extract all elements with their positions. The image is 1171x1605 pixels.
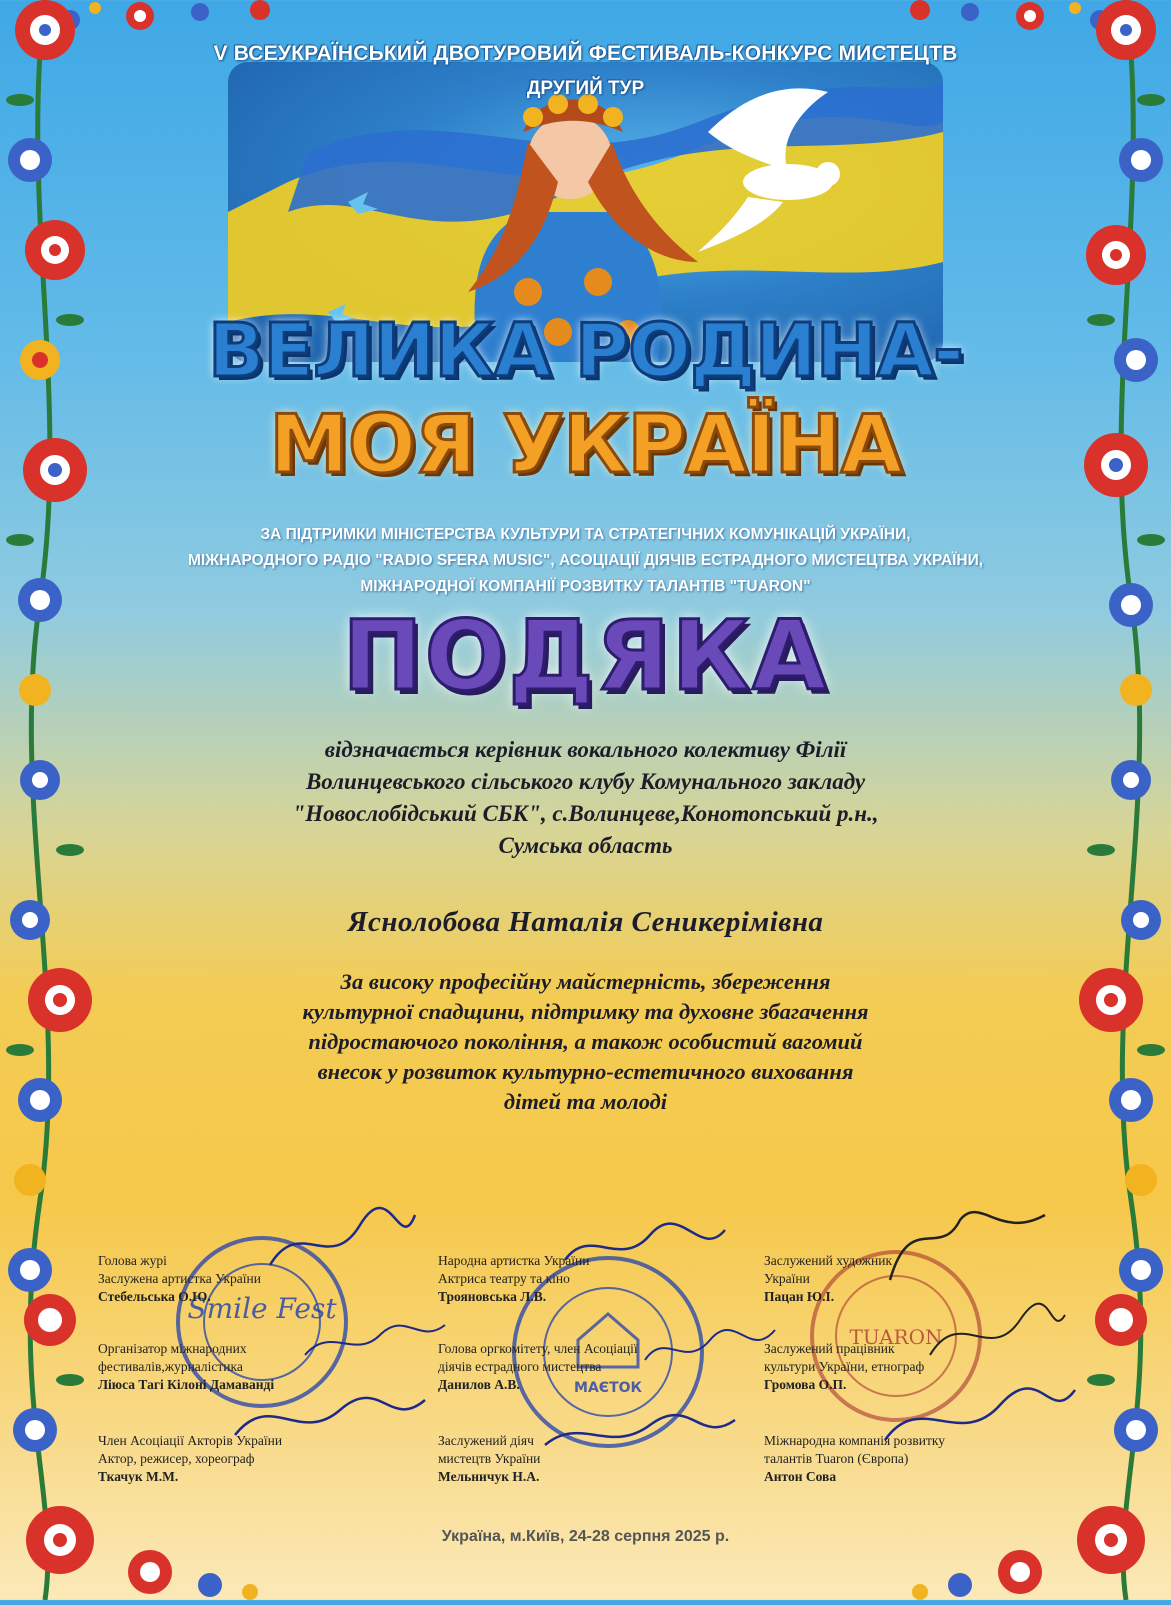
- signatory-role: Заслужений діяч: [438, 1433, 534, 1448]
- signatory-role: Народна артистка України: [438, 1253, 590, 1268]
- signatory-name: Ткачук М.М.: [98, 1469, 179, 1484]
- signatory-name: Данилов А.В.: [438, 1377, 520, 1392]
- signatory-role: талантів Tuaron (Європа): [764, 1451, 909, 1466]
- festival-name-line2: МОЯ УКРАЇНА: [269, 398, 902, 491]
- document-title: ПОДЯКА: [342, 600, 829, 712]
- signatory-block: [764, 1340, 924, 1394]
- recipient-line: Волинцевського сільського клубу Комунального закладу: [305, 769, 866, 794]
- signatory-role: Заслужений працівник: [764, 1341, 895, 1356]
- right-floral-border: [1076, 0, 1171, 1600]
- stamp-text: МАЄТОК: [574, 1380, 642, 1396]
- festival-round: ДРУГИЙ ТУР: [526, 78, 645, 99]
- recipient-line: відзначається керівник вокального колективу Філії: [324, 737, 847, 762]
- signature-3: [880, 1200, 1050, 1295]
- reason-line: За високу професійну майстерність, збереження: [340, 969, 831, 994]
- signature-6: [920, 1300, 1070, 1375]
- top-floral-border: [0, 0, 1171, 40]
- recipient-line: "Новослобідський СБК", с.Волинцеве,Конотопський р.н.,: [292, 801, 879, 826]
- signatory-name: Трояновська Л.В.: [438, 1289, 547, 1304]
- support-line: ЗА ПІДТРИМКИ МІНІСТЕРСТВА КУЛЬТУРИ ТА СТРАТЕГІЧНИХ КОМУНІКАЦІЙ УКРАЇНИ,: [260, 526, 911, 543]
- left-floral-border: [0, 0, 95, 1600]
- recipient-line: Сумська область: [498, 833, 673, 858]
- signatory-name: Громова О.П.: [764, 1377, 847, 1392]
- reason-line: дітей та молоді: [503, 1089, 668, 1114]
- reason-line: культурної спадщини, підтримку та духовне збагачення: [302, 999, 869, 1024]
- support-statement: [120, 522, 1051, 600]
- signatory-name: Пацан Ю.І.: [764, 1289, 835, 1304]
- signatory-role: Організатор міжнародних: [98, 1341, 247, 1356]
- signatory-block: [98, 1340, 274, 1394]
- signatory-role: фестивалів,журналістика: [98, 1359, 243, 1374]
- signature-4: [300, 1310, 450, 1375]
- reason-line: внесок у розвиток культурно-естетичного виховання: [317, 1059, 854, 1084]
- signatory-role: культури України, етнограф: [764, 1359, 925, 1374]
- recipient-description: [140, 734, 1031, 862]
- signatory-role: Голова оргкомітету, член Асоціації: [438, 1341, 638, 1356]
- festival-name-line1: ВЕЛИКА РОДИНА-: [208, 308, 963, 394]
- signatory-role: діячів естрадного мистецтва: [438, 1359, 602, 1374]
- signatory-role: Заслужений художник: [764, 1253, 892, 1268]
- reason-text: [150, 967, 1021, 1117]
- signatory-role: Голова журі: [98, 1253, 167, 1268]
- signatory-name: Стебельська О.Ю.: [98, 1289, 211, 1304]
- signatory-block: [764, 1432, 945, 1486]
- signatory-block: [438, 1432, 540, 1486]
- signatory-name: Антон Сова: [764, 1469, 837, 1484]
- support-line: МІЖНАРОДНОГО РАДІО "RADIO SFERA MUSIC", АСОЦІАЦІЇ ДІЯЧІВ ЕСТРАДНОГО МИСТЕЦТВА УКРАЇНИ,: [187, 552, 984, 569]
- signatory-block: [764, 1252, 892, 1306]
- signatory-role: України: [764, 1271, 810, 1286]
- signatory-name: Ліюса Тагі Кілоні Дамаванді: [98, 1377, 275, 1392]
- signatory-name: Мельничук Н.А.: [438, 1469, 540, 1484]
- signatory-block: [438, 1252, 590, 1306]
- signatory-block: [98, 1252, 261, 1306]
- signature-5: [640, 1320, 780, 1385]
- place-and-date: Україна, м.Київ, 24-28 серпня 2025 р.: [441, 1528, 730, 1545]
- signatory-role: Заслужена артистка України: [98, 1271, 261, 1286]
- signatory-role: мистецтв України: [438, 1451, 541, 1466]
- signatory-role: Міжнародна компанія розвитку: [764, 1433, 946, 1448]
- signatory-block: [98, 1432, 282, 1486]
- stamp-text: TUARON: [849, 1325, 943, 1349]
- stamp-text: Smile Fest: [187, 1292, 337, 1325]
- reason-line: підростаючого покоління, а також особистий вагомий: [308, 1029, 863, 1054]
- recipient-name: Яснолобова Наталія Сеникерімівна: [347, 906, 824, 938]
- bottom-floral-border: [0, 1510, 1171, 1600]
- signatory-role: Актриса театру та кіно: [438, 1271, 570, 1286]
- festival-title: V ВСЕУКРАЇНСЬКИЙ ДВОТУРОВИЙ ФЕСТИВАЛЬ-КОНКУРС МИСТЕЦТВ: [213, 42, 958, 65]
- support-line: МІЖНАРОДНОЇ КОМПАНІЇ РОЗВИТКУ ТАЛАНТІВ "TUARON": [360, 578, 811, 595]
- signature-1: [260, 1205, 420, 1290]
- signature-8: [540, 1405, 740, 1470]
- signatory-role: Член Асоціації Акторів України: [98, 1433, 283, 1448]
- signatory-block: [438, 1340, 638, 1394]
- signatory-role: Актор, режисер, хореограф: [98, 1451, 255, 1466]
